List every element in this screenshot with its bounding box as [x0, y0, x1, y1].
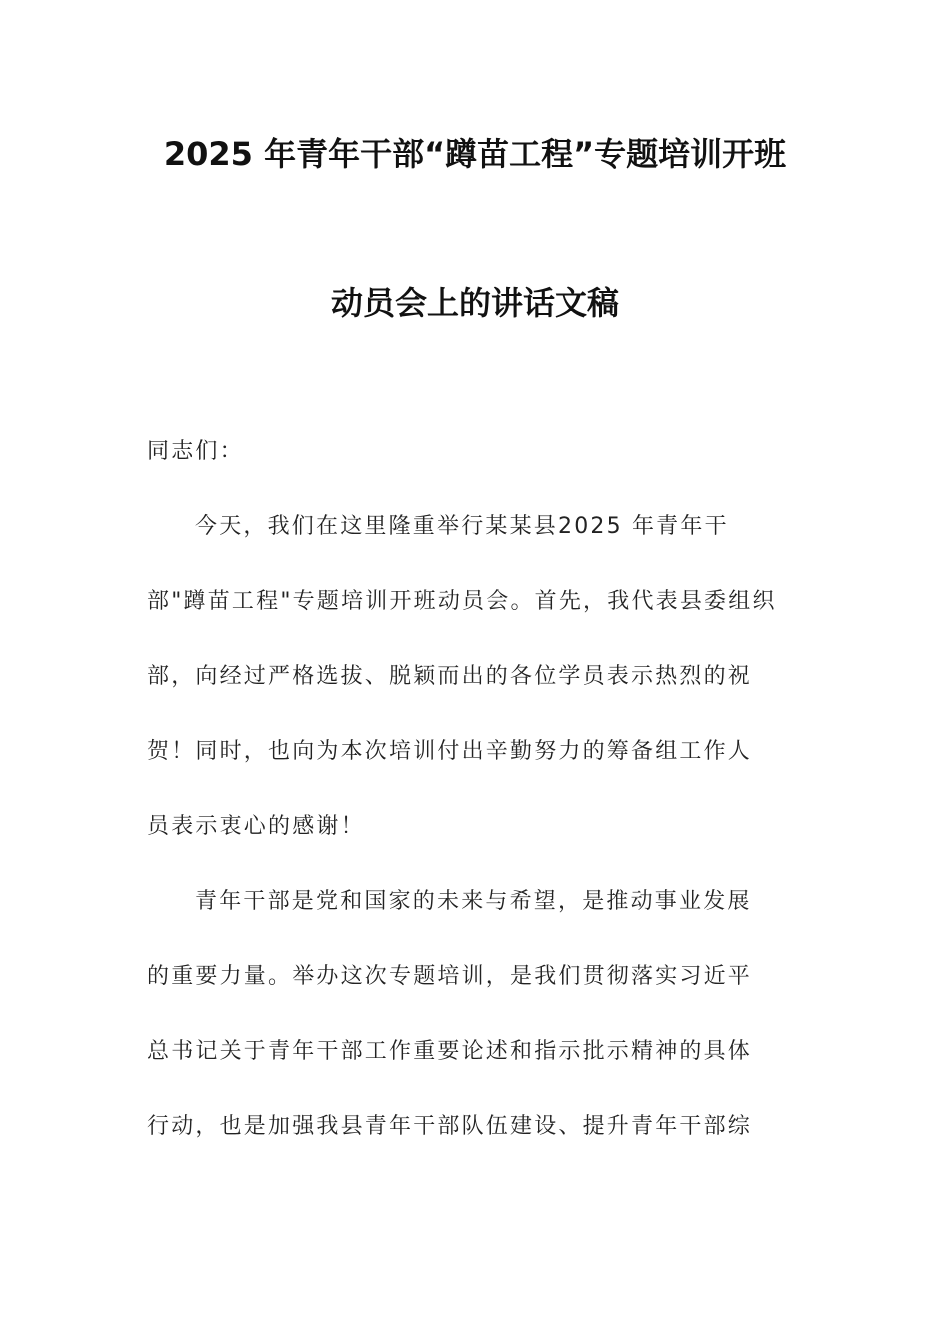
body-line: 部，向经过严格选拔、脱颖而出的各位学员表示热烈的祝 [147, 664, 753, 689]
body-line: 行动，也是加强我县青年干部队伍建设、提升青年干部综 [147, 1114, 753, 1139]
document-title-line-1: 2025 年青年干部“蹲苗工程”专题培训开班 [163, 135, 787, 173]
body-line: 青年干部是党和国家的未来与希望，是推动事业发展 [195, 889, 752, 914]
body-line: 员表示衷心的感谢！ [147, 814, 365, 839]
body-line: 的重要力量。举办这次专题培训，是我们贯彻落实习近平 [147, 964, 753, 989]
body-line: 贺！同时，也向为本次培训付出辛勤努力的筹备组工作人 [147, 739, 753, 764]
salutation: 同志们： [147, 439, 244, 464]
body-line: 今天，我们在这里隆重举行某某县2025 年青年干 [195, 514, 729, 539]
body-line: 部"蹲苗工程"专题培训开班动员会。首先，我代表县委组织 [147, 589, 777, 614]
body-line: 总书记关于青年干部工作重要论述和指示批示精神的具体 [147, 1039, 753, 1064]
document-title-line-2: 动员会上的讲话文稿 [330, 284, 619, 322]
